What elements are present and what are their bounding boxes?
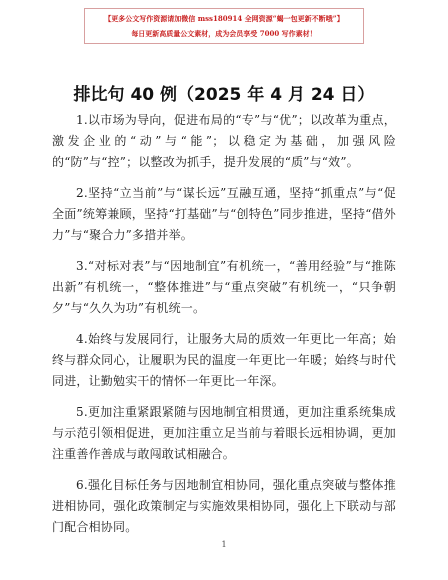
list-item: 5.更加注重紧跟紧随与因地制宜相贯通，更加注重系统集成与示范引领相促进，更加注重立足当前与着眼长远相协调，更加注重善作善成与敢闯敢试相融合。 xyxy=(52,405,396,461)
header-banner xyxy=(84,8,364,44)
page-number: 1 xyxy=(221,540,227,549)
list-item: 4.始终与发展同行，让服务大局的质效一年更比一年高；始终与群众同心，让履职为民的温度一年更比一年暖；始终与时代同进，让勤勉实干的情怀一年更比一年深。 xyxy=(52,332,396,388)
list-item: 6.强化目标任务与因地制宜相协同，强化重点突破与整体推进相协同，强化政策制定与实施效果相协同，强化上下联动与部门配合相协同。 xyxy=(52,478,396,534)
list-item: 2.坚持“立当前”与“谋长远”互融互通，坚持“抓重点”与“促全面”统筹兼顾，坚持“打基础”与“创特色”同步推进，坚持“借外力”与“聚合力”多措并举。 xyxy=(52,186,396,242)
list-item: 3.“对标对表”与“因地制宜”有机统一，“善用经验”与“推陈出新”有机统一，“整体推进”与“重点突破”有机统一，“只争朝夕”与“久久为功”有机统一。 xyxy=(52,259,396,315)
header-line-2: 每日更新高质量公文素材，成为会员享受 7000 写作素材！ xyxy=(131,29,317,38)
item-list xyxy=(52,110,396,548)
document-title: 排比句 40 例（2025 年 4 月 24 日） xyxy=(73,85,375,105)
list-item: 1.以市场为导向，促进布局的“专”与“优”；以改革为重点，激发企业的“动”与“能”；以稳定为基础，加强风险的“防”与“控”；以整改为抓手，提升发展的“质”与“效”。 xyxy=(52,113,396,169)
header-line-1: 【更多公文写作资源请加微信 mss180914 全网资源“蝎一包更新不断哦”】 xyxy=(104,14,344,23)
